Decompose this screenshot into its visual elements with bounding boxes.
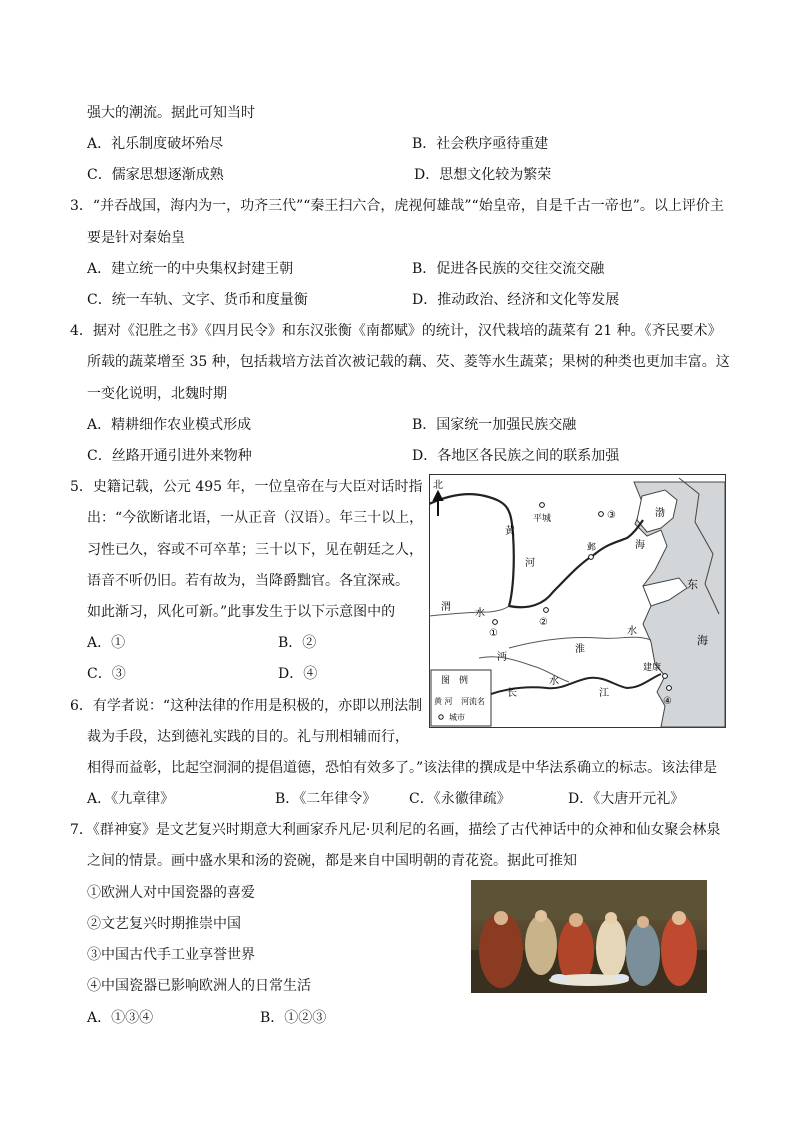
q5-stem-line3: 习性已久，容或不可卒革；三十以下，见在朝廷之人， [87, 542, 423, 558]
legend-river-sample: 黄 河 [434, 697, 453, 706]
q3-option-b[interactable]: B．促进各民族的交往交流交融 [412, 261, 605, 277]
legend-city-label: 城市 [449, 713, 465, 722]
q7-statement-1: ①欧洲人对中国瓷器的喜爱 [87, 885, 255, 901]
q7-statement-3: ③中国古代手工业享誉世界 [87, 947, 255, 963]
label-huang: 黄 [505, 526, 515, 537]
q3-option-a[interactable]: A．建立统一的中央集权封建王朝 [87, 261, 294, 277]
city-2 [544, 608, 549, 613]
q5-stem-line2: 出：“今欲断诸北语，一从正音（汉语）。年三十以上， [87, 510, 424, 526]
q4-option-b[interactable]: B．国家统一加强民族交融 [412, 417, 577, 433]
label-ye: 邺 [587, 543, 597, 553]
label-shui: 水 [475, 608, 485, 619]
north-label: 北 [433, 480, 443, 491]
q4-stem-line1: 4．据对《氾胜之书》《四月民令》和东汉张衡《南都赋》的统计，汉代栽培的蔬菜有 21 种。《齐民要术》 [70, 323, 722, 339]
legend-city-icon [439, 715, 443, 719]
q3-option-c[interactable]: C．统一车轨、文字、货币和度量衡 [87, 292, 308, 308]
q5-stem-line4: 语音不听仍旧。若有故为，当降爵黜官。各宜深戒。 [87, 573, 409, 589]
q6-stem-line1: 6．有学者说：“这种法律的作用是积极的，亦即以刑法制 [70, 698, 423, 714]
label-pingcheng: 平城 [533, 514, 552, 524]
q6-option-b[interactable]: B．《二年律令》 [275, 791, 377, 807]
label-jiang: 江 [599, 688, 609, 699]
q7-stem-line2: 之间的情景。画中盛水果和汤的瓷碗，都是来自中国明朝的青花瓷。据此可推知 [87, 853, 577, 869]
q5-stem-line5: 如此渐习，风化可新。”此事发生于以下示意图中的 [87, 604, 396, 620]
label-dong: 东 [687, 578, 698, 591]
label-hai: 海 [635, 540, 645, 551]
city-ye [589, 555, 594, 560]
legend-title: 图 例 [441, 676, 469, 686]
q5-map [429, 474, 726, 728]
label-shui3: 水 [549, 676, 559, 687]
q4-option-d[interactable]: D．各地区各民族之间的联系加强 [412, 448, 620, 464]
q7-stem-line1: 7．《群神宴》是文艺复兴时期意大利画家乔凡尼·贝利尼的名画，描绘了古代神话中的众神和仙女聚会林泉 [70, 822, 721, 838]
city-3 [599, 512, 604, 517]
label-he: 河 [525, 558, 535, 569]
city-pingcheng [540, 503, 545, 508]
q7-option-a[interactable]: A．①③④ [87, 1010, 154, 1026]
q2-option-c[interactable]: C．儒家思想逐渐成熟 [87, 167, 224, 183]
city-1 [493, 620, 498, 625]
q4-option-a[interactable]: A．精耕细作农业模式形成 [87, 417, 252, 433]
label-m2: ② [539, 617, 548, 628]
q6-stem-line2: 裁为手段，达到德礼实践的目的。礼与刑相辅而行， [87, 729, 409, 745]
q5-option-a[interactable]: A．① [87, 635, 126, 651]
q5-stem-line1: 5．史籍记载，公元 495 年，一位皇帝在与大臣对话时指 [70, 479, 423, 495]
q5-option-d[interactable]: D．④ [278, 666, 318, 682]
q7-option-b[interactable]: B．①②③ [260, 1010, 327, 1026]
label-wei: 渭 [441, 602, 451, 613]
q7-statement-4: ④中国瓷器已影响欧洲人的日常生活 [87, 978, 311, 994]
q6-option-c[interactable]: C．《永徽律疏》 [409, 791, 511, 807]
q5-option-c[interactable]: C．③ [87, 666, 126, 682]
q4-stem-line2: 所载的蔬菜增至 35 种，包括栽培方法首次被记载的藕、芡、菱等水生蔬菜；果树的种类也更加丰富。这 [87, 354, 730, 370]
q2-option-b[interactable]: B．社会秩序亟待重建 [412, 136, 549, 152]
q3-stem-line2: 要是针对秦始皇 [87, 230, 185, 246]
q6-option-a[interactable]: A．《九章律》 [87, 791, 175, 807]
q5-option-b[interactable]: B．② [278, 635, 317, 651]
label-bo: 渤 [655, 508, 665, 519]
q2-stem: 强大的潮流。据此可知当时 [87, 105, 255, 121]
feast-of-gods-painting [471, 880, 707, 993]
q3-option-d[interactable]: D．推动政治、经济和文化等发展 [412, 292, 620, 308]
q3-stem-line1: 3．“并吞战国，海内为一，功齐三代”“秦王扫六合，虎视何雄哉”“始皇帝，自是千古一帝也”。以上评价主 [70, 198, 724, 214]
label-jiankang: 建康 [643, 663, 662, 673]
q7-statement-2: ②文艺复兴时期推崇中国 [87, 916, 241, 932]
q4-stem-line3: 一变化说明，北魏时期 [87, 386, 227, 402]
city-jiankang [663, 674, 668, 679]
label-m1: ① [489, 628, 498, 639]
q4-option-c[interactable]: C．丝路开通引进外来物种 [87, 448, 252, 464]
label-m3: ③ [607, 510, 616, 521]
city-4 [667, 686, 672, 691]
q6-option-d[interactable]: D．《大唐开元礼》 [568, 791, 685, 807]
label-m4: ④ [663, 696, 672, 707]
q2-option-a[interactable]: A．礼乐制度破坏殆尽 [87, 136, 224, 152]
label-mian: 沔 [497, 652, 507, 663]
label-huai: 淮 [575, 644, 585, 655]
legend-river-label: 河流名 [461, 697, 485, 706]
q6-stem-line3: 相得而益彰，比起空洞洞的提倡道德，恐怕有效多了。”该法律的撰成是中华法系确立的标志。该法律是 [87, 760, 718, 776]
q2-option-d[interactable]: D．思想文化较为繁荣 [414, 167, 552, 183]
label-chang: 长 [507, 688, 517, 699]
label-hai2: 海 [697, 634, 708, 647]
label-shui2: 水 [627, 626, 637, 637]
